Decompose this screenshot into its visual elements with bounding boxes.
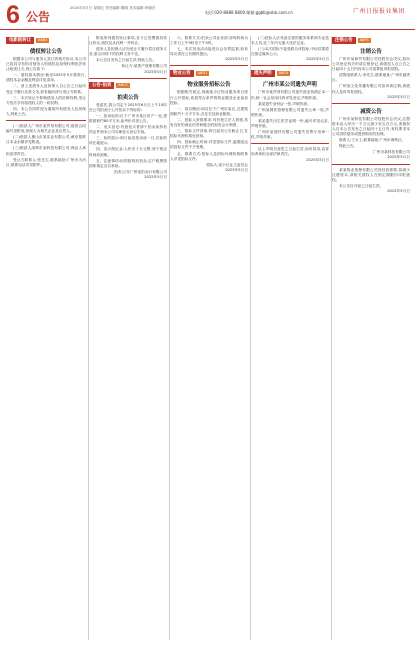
masthead [0, 0, 415, 30]
notice-paragraph: (三)借款人深圳市某科技有限公司,保证人承担连带责任。 [6, 146, 86, 156]
notice-paragraph: 某某遗失出生医学证明一份,编号详见记录,声明作废。 [251, 118, 329, 129]
notice-paragraph: (一)借款人广州市某贸易有限公司,借款合同编号见附表,担保人为相关企业及自然人。 [6, 124, 86, 134]
column-3 [170, 36, 248, 640]
category-label: 遗失声明 [251, 70, 275, 77]
notice-paragraph: 联系人:王女士,联系地址:广州市海珠区。 [339, 138, 406, 143]
notice-paragraph: 三、招标文件获取:即日起至公告截止日,在招标代理机构处获取。 [170, 129, 248, 139]
column-divider [331, 36, 332, 640]
notice-paragraph: 一、拍卖标的:位于广州市某区房产一处,建筑面积约80平方米,参考价详见公告。 [89, 113, 167, 123]
category-label: 物业公告 [170, 70, 194, 77]
notice-title: 减资公告 [360, 108, 382, 115]
notice-block [251, 36, 329, 66]
column-divider [250, 36, 251, 640]
notice-paragraph: (三)本次招标不接受联合体投标,中标结果将在指定媒体公示。 [251, 47, 329, 57]
notice-paragraph: 三、标的展示:即日起至拍卖前一日,在标的所在地展示。 [89, 136, 167, 146]
notice-block [251, 69, 329, 144]
category-band [332, 36, 410, 44]
category-band [251, 69, 329, 77]
notice-title: 拍卖公告 [117, 94, 139, 101]
notice-title: 广州市某公司遗失声明 [263, 82, 317, 89]
notice-date: 2025年5月日 [306, 157, 329, 162]
notice-paragraph: 本公告自刊登之日起生效。 [339, 183, 384, 188]
notice-paragraph: 四、投标截止时间:详见招标文件,逾期送达的投标文件不予受理。 [170, 140, 248, 150]
category-code: A6E4 [278, 70, 288, 75]
notice-paragraph: 二、投标人资格要求:具有独立法人资格,具有良好的商业信誉和健全的财务会计制度。 [170, 117, 248, 128]
notice-paragraph: 广州某餐饮管理有限公司遗失公章一枚,声明作废。 [251, 107, 329, 117]
category-code: A6B3 [37, 37, 48, 42]
notice-date: 2025年5月日 [387, 94, 410, 99]
column-divider [88, 36, 89, 640]
notice-separator [332, 164, 410, 165]
notice-paragraph: 一、债权基本情况:截至2025年5月基准日,债权本金余额及利息详见清单。 [6, 73, 86, 83]
notice-date: 2025年5月日 [225, 57, 248, 62]
notice-paragraph: 五、联系方式:招标人及招标代理机构联系人详见招标文件。 [170, 151, 248, 161]
category-code: A6C2 [118, 83, 128, 88]
notice-paragraph: 广州市某建材有限公司遗失发票专用章一枚,声明作废。 [251, 130, 329, 140]
notice-separator [6, 120, 86, 121]
notice-separator [332, 103, 410, 104]
category-label: 注销公告 [332, 37, 356, 44]
category-code: A6F5 [359, 37, 369, 42]
notice-block [89, 82, 167, 180]
category-band [89, 82, 167, 90]
page-number: 6 [6, 1, 20, 29]
column-2 [89, 36, 167, 640]
notice-paragraph: 清算组联系人:李先生,联系地址:广州市越秀区。 [332, 73, 410, 83]
notice-paragraph: 六、联系方式:拍卖公司业务部,咨询时间为工作日上午9时至下午5时。 [170, 36, 248, 46]
notice-date: 2025年5月日 [306, 57, 329, 62]
column-divider [169, 36, 170, 640]
notice-signature: 转让方:某资产管理有限公司 [121, 64, 167, 69]
notice-paragraph: 广州市某科技有限公司经股东会决议,注册资本由人民币一千万元减少至五百万元,请债权人自本公告发布之日起四十五日内,有权要求本公司清偿债务或提供相应的担保。 [332, 116, 410, 137]
notice-paragraph: 三、本次转让不影响债务人的抗辩权利,受让方依法享有原债权人的一切权利。 [6, 95, 86, 105]
notice-paragraph: 特此公告。 [339, 144, 358, 149]
notice-block [332, 107, 410, 165]
notice-separator [251, 65, 329, 66]
notice-paragraph: 一、项目概况:项目位于广州市某区,总建筑面积约十万平方米,含住宅及商业配套。 [170, 106, 248, 116]
notice-title: 物业服务招标公告 [187, 82, 231, 89]
category-band [6, 36, 86, 44]
notice-paragraph: (二)投标人应具备完善的服务体系和专业技术人员,近三年内无重大违法记录。 [251, 36, 329, 46]
notice-title: 债权转让公告 [29, 49, 63, 55]
notice-paragraph: 以上声明自登报之日起生效,如有冒用,由冒用者承担全部法律责任。 [251, 147, 329, 157]
category-label: 公告·拍卖 [89, 82, 114, 89]
issue-info: 2025年5月日 星期五 责任编辑:秦晴 美术编辑:李晓东 [70, 6, 156, 10]
notice-block [6, 124, 86, 168]
category-band [170, 69, 248, 77]
notice-paragraph: 广州市某商贸有限公司经股东会决议,拟向公司登记机关申请注销登记,请债权人自公告之日起四十五日内向本公司清算组申报债权。 [332, 57, 410, 72]
notice-paragraph: 债务人及担保人应向受让方履行偿还债务义务,原合同项下的权利义务不变。 [89, 47, 167, 57]
notice-date: 2025年5月日 [387, 155, 410, 160]
column-4 [251, 36, 329, 640]
notice-paragraph: 根据本公司与债务人签订的相关协议,本公司已将其享有的对债务人的债权及担保权利依法转让给受让方,现公告如下: [6, 57, 86, 72]
hotline: 电话:020-8888 8800 邮箱:ggbb@xkb.com.cn [205, 10, 293, 15]
notice-date: 2025年5月日 [144, 69, 167, 74]
notice-paragraph: 广州某文化传播有限公司拟申请注销,请债权人及时申报债权。 [332, 84, 410, 94]
category-code: A6D1 [197, 70, 208, 75]
notice-paragraph: 五、注意事项:标的按现状拍卖,过户税费按国家规定各自承担。 [89, 158, 167, 168]
notice-paragraph: 某某遗失身份证一张,声明作废。 [258, 101, 311, 106]
notice-paragraph: 四、竞买保证金:人民币十万元整,须于规定时间前到账。 [89, 147, 167, 157]
notice-paragraph: 本公告自发布之日起生效,特此公告。 [96, 58, 157, 63]
notice-paragraph: 附表所列债权转让事项,各方已签署债权转让协议,债权及从权利一并转让。 [89, 36, 167, 46]
notice-block [6, 36, 86, 121]
notice-block [89, 36, 167, 79]
notice-date: 2025年5月日 [144, 174, 167, 179]
notice-block [332, 36, 410, 104]
notice-title: 注销公告 [360, 49, 382, 55]
notice-paragraph: 受让方联系人:张先生,联系地址:广州市天河区,联系电话详见附件。 [6, 157, 86, 167]
notice-block [332, 168, 410, 194]
notice-paragraph: 二、请上述债务人及担保人自公告之日起向受让方履行还款义务,如有疑问请与受让方联系。 [6, 84, 86, 94]
notice-paragraph: 广州市某贸易有限公司遗失营业执照正本一份,统一社会信用代码详见登记,声明作废。 [251, 90, 329, 100]
notice-date: 2025年5月日 [225, 167, 248, 172]
category-label: 电影院转让 [6, 37, 34, 44]
notice-separator [89, 78, 167, 79]
notice-block [170, 36, 248, 66]
column-1 [6, 36, 86, 640]
notice-paragraph: 二、竞买登记:有意竞买者请于拍卖前持有效证件到本公司办理竞买登记手续。 [89, 125, 167, 135]
notice-paragraph: 四、本公告同时视为通知所有债务人及担保人,特此公告。 [6, 106, 86, 116]
notice-signature: 拍卖公司:广州某拍卖行有限公司 [114, 169, 167, 174]
notice-block [251, 147, 329, 162]
notice-separator [170, 65, 248, 66]
paper-logo: 广州日报报业集团 [352, 8, 405, 15]
notice-paragraph: 某某物业管理有限公司因经营需要,拟减少注册资本,请相关债权人在规定期限内申报债权。 [332, 167, 410, 182]
notice-paragraph: 受委托,我公司定于2025年6月日上午10时在公司拍卖厅公开拍卖下列标的: [89, 102, 167, 112]
notice-signature: 广州市某科技有限公司 [373, 150, 410, 155]
notice-paragraph: (二)借款人佛山市某实业有限公司,截至基准日本金余额详见附表。 [6, 135, 86, 145]
notice-paragraph: 七、本次拍卖活动接受社会各界监督,如有异议请在公告期内提出。 [170, 47, 248, 57]
section-name: 公告 [26, 10, 51, 24]
notice-block [170, 69, 248, 172]
notice-paragraph: 根据相关规定,现就某小区物业服务项目进行公开招标,欢迎符合条件的物业服务企业参加投标。 [170, 90, 248, 105]
notice-date: 2025年5月日 [387, 188, 410, 193]
notice-separator [251, 143, 329, 144]
notice-signature: 招标人:某小区业主委员会 [206, 162, 248, 167]
column-5 [332, 36, 410, 640]
